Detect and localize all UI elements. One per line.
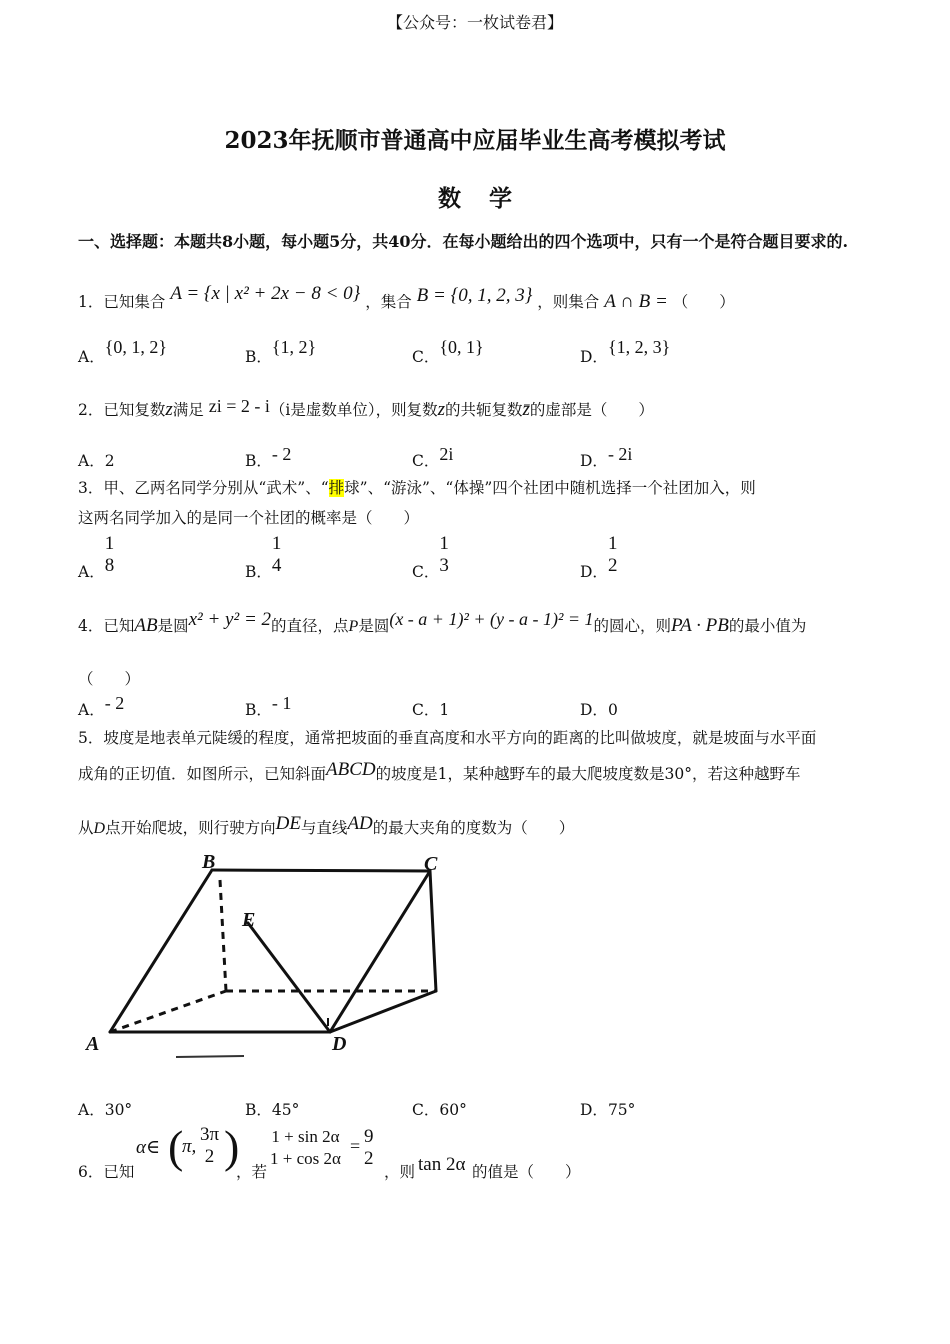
edge-c-vertical [430, 871, 436, 991]
q2-text-4: 的共轭复数 [445, 401, 523, 419]
q5-text-f: 的最大夹角的度数为（ ） [372, 819, 575, 837]
frac-den: 2 [364, 1148, 374, 1169]
q4-text-5: 的圆心，则 [593, 617, 672, 635]
q5-option-b[interactable] [245, 1098, 299, 1120]
header-banner: 【公众号：一枚试卷君】 [386, 13, 563, 32]
q6-main-fraction [270, 1126, 341, 1170]
option-label: D． [580, 452, 608, 470]
option-label: D． [580, 563, 608, 581]
q6-rhs-fraction [364, 1126, 374, 1170]
q3-option-a[interactable] [78, 533, 114, 582]
q3-option-d[interactable] [580, 533, 617, 582]
q2-equation: zi = 2 - i [208, 396, 270, 416]
q6-text-3: ，则 [384, 1163, 416, 1181]
q3-text-a: 3．甲、乙两名同学分别从“武术”、“ [78, 479, 329, 497]
q4-text-3: 的直径，点 [271, 617, 349, 635]
q1-option-b[interactable] [245, 337, 317, 367]
q5-option-a[interactable] [78, 1098, 132, 1120]
option-value: {0, 1} [439, 337, 484, 357]
option-fraction [272, 533, 282, 577]
option-value: - 2 [104, 693, 125, 713]
option-label: C． [412, 1101, 440, 1119]
option-value: 30° [104, 1101, 133, 1119]
q4-circle-1: x² + y² = 2 [188, 609, 272, 630]
option-fraction [608, 533, 618, 577]
question-4 [78, 609, 807, 637]
q3-option-c[interactable] [412, 533, 449, 582]
q1-option-a[interactable] [78, 337, 167, 367]
option-label: A． [78, 563, 105, 581]
question-3-line-1 [78, 476, 756, 498]
option-label: C． [412, 452, 440, 470]
exam-title: 2023年抚顺市普通高中应届毕业生高考模拟考试 [224, 127, 726, 154]
q4-option-d[interactable] [580, 698, 618, 720]
q2-option-b[interactable] [245, 444, 292, 471]
option-value: 1 [439, 701, 450, 719]
option-label: D． [580, 1101, 608, 1119]
q4-ab: AB [134, 615, 158, 636]
option-label: C． [412, 348, 440, 366]
q4-paren: （ ） [78, 670, 141, 688]
q4-text-6: 的最小值为 [728, 617, 807, 635]
subject-title: 数学 [438, 185, 540, 212]
option-label: B． [245, 452, 272, 470]
frac-num: 1 + sin 2α [271, 1127, 340, 1146]
section-heading: 一、选择题：本题共8小题，每小题5分，共40分．在每小题给出的四个选项中，只有一个是符合题目要求的. [78, 232, 849, 251]
dashed-b-vertical [220, 880, 226, 991]
option-value: - 2 [271, 444, 292, 464]
frac-den: 2 [204, 1146, 215, 1167]
q5-text-a: 成角的正切值．如图所示，已知斜面 [78, 765, 327, 783]
q1-option-d[interactable] [580, 337, 671, 367]
option-label: A． [78, 348, 105, 366]
option-value: 2i [439, 444, 454, 464]
q6-alpha: α∈ [136, 1137, 161, 1158]
q6-tan: tan 2α [418, 1154, 466, 1175]
edge-de [248, 923, 330, 1032]
question-2 [78, 398, 654, 421]
q1-mid: ，集合 [365, 293, 412, 311]
question-5-line-1: 5．坡度是地表单元陡缓的程度，通常把坡面的垂直高度和水平方向的距离的比叫做坡度，就是坡面与水平面 [78, 729, 817, 747]
q4-option-c[interactable] [412, 698, 449, 720]
q5-ad: AD [347, 813, 373, 834]
q2-text-3: （i是虚数单位），则复数 [269, 401, 438, 419]
question-5-line-3 [78, 813, 575, 839]
q5-option-c[interactable] [412, 1098, 467, 1120]
edge-d-right [330, 991, 436, 1032]
q1-option-c[interactable] [412, 337, 484, 367]
label-d: D [332, 1033, 347, 1055]
q1-expr: A ∩ B = [604, 291, 668, 312]
q4-text-2: 是圆 [157, 617, 189, 635]
option-label: B． [245, 1101, 272, 1119]
option-value: {1, 2} [271, 337, 317, 357]
option-label: A． [78, 452, 105, 470]
edge-ba [110, 870, 212, 1032]
q2-z-2: z [437, 399, 445, 420]
label-a: A [86, 1033, 100, 1055]
frac-num: 3π [200, 1124, 220, 1145]
edge-cd [330, 871, 430, 1032]
q5-de: DE [275, 813, 301, 834]
label-b: B [202, 851, 216, 873]
q5-abcd: ABCD [326, 759, 376, 780]
q6-equals: = [350, 1136, 361, 1156]
option-value: 60° [439, 1101, 467, 1119]
q1-paren: （ ） [672, 293, 735, 311]
frac-den: 2 [607, 555, 618, 576]
option-value: 2 [104, 452, 115, 470]
q4-point-p: P [348, 618, 359, 635]
q4-circle-2: (x - a + 1)² + (y - a - 1)² = 1 [389, 609, 594, 629]
q5-text-c: 从 [78, 819, 94, 837]
question-1 [78, 283, 735, 313]
label-c: C [424, 853, 438, 875]
q2-text-2: 满足 [172, 401, 204, 419]
edge-bc [212, 870, 430, 871]
q2-option-a[interactable] [78, 449, 115, 471]
q6-paren-left: ( [168, 1121, 184, 1172]
q2-text-5: 的虚部是（ ） [529, 401, 654, 419]
option-label: C． [412, 563, 440, 581]
frac-num: 1 [607, 533, 618, 554]
q6-text-2: ，若 [236, 1163, 268, 1181]
question-5-line-2 [78, 759, 801, 785]
q2-zbar: z̄ [522, 399, 530, 420]
option-label: D． [580, 701, 608, 719]
q1-intro: 1．已知集合 [78, 293, 166, 311]
q3-option-b[interactable] [245, 533, 281, 582]
frac-den: 1 + cos 2α [270, 1149, 341, 1168]
q4-text-1: 4．已知 [78, 617, 135, 635]
underline-mark [176, 1056, 244, 1057]
q6-text-4: 的值是（ ） [472, 1163, 581, 1181]
q2-option-c[interactable] [412, 444, 454, 471]
q2-option-d[interactable] [580, 444, 633, 471]
question-3-line-2: 这两名同学加入的是同一个社团的概率是（ ） [78, 509, 420, 527]
q2-text-1: 2．已知复数 [78, 401, 166, 419]
q6-interval-fraction [200, 1124, 219, 1168]
slope-figure [78, 848, 458, 1068]
q6-pi: π, [182, 1136, 197, 1157]
q4-option-a[interactable] [78, 693, 125, 720]
q4-option-b[interactable] [245, 693, 292, 720]
option-label: C． [412, 701, 440, 719]
option-value: - 1 [271, 693, 292, 713]
q1-set-a: A = {x | x² + 2x − 8 < 0} [170, 283, 361, 304]
option-label: D． [580, 348, 608, 366]
q6-text-1: 6．已知 [78, 1163, 135, 1181]
option-value: 0 [607, 701, 618, 719]
option-label: B． [245, 348, 272, 366]
q5-option-d[interactable] [580, 1098, 635, 1120]
q1-set-b: B = {0, 1, 2, 3} [416, 285, 533, 306]
option-label: A． [78, 701, 105, 719]
frac-den: 4 [271, 555, 282, 576]
q5-text-b: 的坡度是1，某种越野车的最大爬坡度数是30°，若这种越野车 [375, 765, 801, 783]
q4-text-4: 是圆 [358, 617, 390, 635]
frac-den: 3 [439, 555, 449, 576]
frac-num: 1 [104, 533, 115, 554]
q3-highlight: 排 [328, 479, 345, 497]
option-value: {0, 1, 2} [104, 337, 167, 357]
option-fraction [439, 533, 449, 577]
option-value: - 2i [607, 444, 633, 464]
frac-den: 8 [104, 555, 115, 576]
q6-paren-right: ) [224, 1121, 240, 1172]
q1-tail: ，则集合 [537, 293, 600, 311]
frac-num: 1 [271, 533, 282, 554]
label-e: E [242, 909, 256, 931]
option-value: 45° [271, 1101, 300, 1119]
dashed-a-back [110, 991, 226, 1032]
option-label: B． [245, 563, 272, 581]
option-fraction [105, 533, 115, 577]
q4-dot-product: PA · PB [671, 615, 729, 636]
q3-text-b: 球”、“游泳”、“体操”四个社团中随机选择一个社团加入，则 [344, 479, 756, 497]
frac-num: 9 [364, 1126, 374, 1147]
q2-z: z [165, 399, 173, 420]
option-value: {1, 2, 3} [607, 337, 671, 357]
q5-text-d: 点开始爬坡，则行驶方向 [105, 819, 276, 837]
q5-point-d: D [93, 820, 106, 837]
q5-text-e: 与直线 [300, 819, 348, 837]
frac-num: 1 [439, 533, 449, 554]
option-label: A． [78, 1101, 105, 1119]
option-label: B． [245, 701, 272, 719]
option-value: 75° [607, 1101, 636, 1119]
